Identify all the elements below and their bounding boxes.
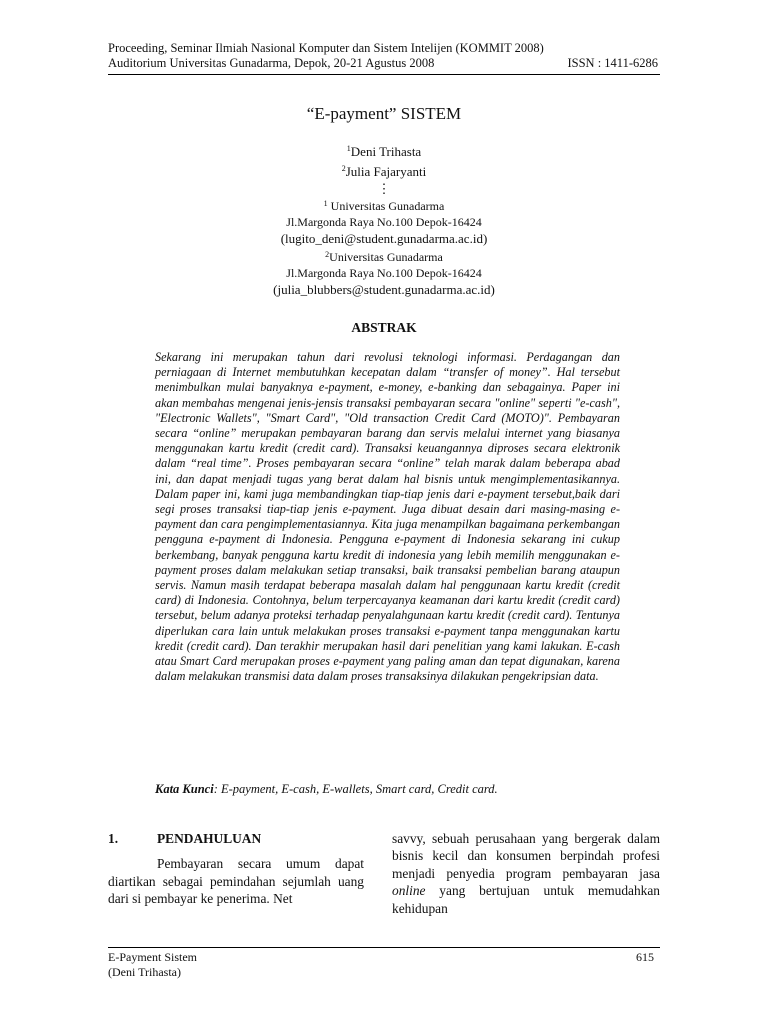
- column-left: [108, 830, 364, 908]
- author-name: Julia Fajaryanti: [345, 164, 427, 179]
- header-rule: [108, 74, 660, 75]
- column-right: [392, 830, 660, 917]
- page-number: 615: [636, 950, 654, 964]
- issn-text: ISSN : 1411-6286: [567, 56, 658, 70]
- running-header-venue: [108, 56, 658, 71]
- keywords-list: : E-payment, E-cash, E-wallets, Smart card, Credit card.: [213, 782, 498, 796]
- section-title: PENDAHULUAN: [157, 831, 262, 846]
- affiliation-2-email: (julia_blubbers@student.gunadarma.ac.id): [273, 282, 495, 297]
- emphasis-online: online: [392, 883, 426, 899]
- footer-author: (Deni Trihasta): [108, 965, 181, 979]
- keywords: [155, 782, 625, 797]
- author-list: [108, 140, 660, 197]
- author-name: Deni Trihasta: [350, 144, 422, 159]
- section-number: 1.: [108, 831, 119, 846]
- abstract-heading: ABSTRAK: [351, 320, 417, 335]
- keywords-label: Kata Kunci: [155, 782, 214, 796]
- section-heading: [108, 830, 364, 847]
- venue-text: Auditorium Universitas Gunadarma, Depok, 20-21 Agustus 2008: [108, 56, 435, 70]
- footer-rule: [108, 947, 660, 948]
- affiliation-1-org: [108, 196, 660, 214]
- running-header-proceeding: Proceeding, Seminar Ilmiah Nasional Komputer dan Sistem Intelijen (KOMMIT 2008): [108, 41, 544, 55]
- affiliation-mark: 2: [325, 250, 330, 259]
- affiliation-2-org: [108, 247, 660, 265]
- text-run: yang bertujuan untuk memudahkan kehidupan: [392, 883, 660, 916]
- page-footer: [108, 950, 654, 980]
- text-run: savvy, sebuah perusahaan yang bergerak dalam bisnis kecil dan konsumen berpindah profesi menjadi penyedia program pembayaran jasa: [392, 831, 660, 881]
- author-ellipsis: ⋮: [377, 181, 391, 196]
- affiliation-1-address: Jl.Margonda Raya No.100 Depok-16424: [286, 215, 482, 229]
- footer-info: [108, 950, 197, 980]
- affiliation-2-address: Jl.Margonda Raya No.100 Depok-16424: [286, 266, 482, 280]
- author-2: [108, 160, 660, 180]
- affiliation-1-email: (lugito_deni@student.gunadarma.ac.id): [280, 231, 488, 246]
- affiliation-mark: 1: [323, 199, 328, 208]
- abstract-text: Sekarang ini merupakan tahun dari revolusi teknologi informasi. Perdagangan dan perniagaan di Internet membutuhkan kecepatan dalam “transfer of money”. Hal tersebut menimbulkan mulai banyaknya e-payment, e-money, e-banking dan sebagainya. Paper ini akan membahas mengenai jenis-jensis transaksi pembayaran secara "online" seperti "e-cash", "Electronic Wallets", "Smart Card", "Old transaction Credit Card (MOTO)". Pembayaran secara “online” merupakan pembayaran barang dan servis melalui internet yang biasanya menggunakan kartu kredit (credit card). Transaksi keuangannya diproses secara elektronik dalam “real time”. Proses pembayaran secara “online” telah marak dalam beberapa abad ini, dan dapat menjadi tugas yang berat dalam hal bisnis untuk mengimplementasikannya. Dalam paper ini, kami juga membandingkan tiap-tiap jenis dari e-payment tersebut,baik dari segi proses transaksi tiap-tiap jenis e-payment. Juga dibuat desain dari masing-masing e-payment dan cara pengimplementasiannya. Kita juga menampilkan bagaimana perkembangan pengguna e-payment di Indonesia. Pengguna e-payment di Indonesia sekarang ini cukup berkembang, banyak pengguna kartu kredit di indonesia yang lebih memilih menggunakan e-payment proses dalam melakukan setiap transaksi, baik transaksi pembelian barang ataupun servis. Namun masih terdapat beberapa masalah dalam hal penggunaan kartu kredit (credit card) di Indonesia. Contohnya, belum terpercayanya keamanan dari kartu kredit (credit card) tersebut, belum adanya proteksi terhadap penyalahgunaan kartu kredit (credit card). Tentunya diperlukan cara lain untuk melakukan proses transaksi e-payment tanpa menggunakan kartu kredit (credit card). Dan terakhir merupakan hasil dari penelitian yang kami lakukan. E-cash atau Smart Card merupakan proses e-payment yang paling aman dan tepat digunakan, karena dalam melakukan transmisi data dalam proses transaksinya dilakukan pengekripsian data.: [155, 350, 620, 684]
- affiliation-block: [108, 196, 660, 298]
- paper-title: “E-payment” SISTEM: [306, 104, 462, 123]
- author-1: [108, 140, 660, 160]
- org-name: Universitas Gunadarma: [327, 199, 445, 213]
- author-mark: 2: [341, 164, 346, 173]
- footer-title: E-Payment Sistem: [108, 950, 197, 964]
- intro-paragraph: Pembayaran secara umum dapat diartikan sebagai pemindahan sejumlah uang dari si pembayar ke penerima. Net: [108, 856, 364, 907]
- author-mark: 1: [346, 144, 351, 153]
- org-name: Universitas Gunadarma: [329, 250, 443, 264]
- intro-paragraph-continued: [392, 830, 660, 917]
